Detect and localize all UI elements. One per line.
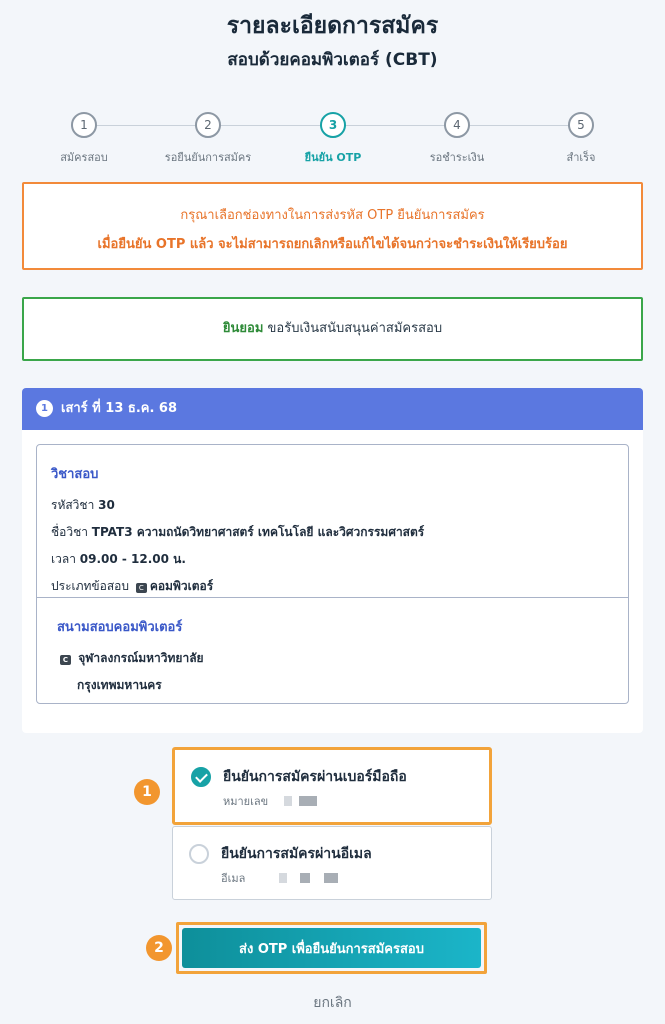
step-badge-2: 2: [146, 935, 172, 961]
step-circle: 2: [195, 112, 221, 138]
phone-number-label: หมายเลข: [223, 795, 269, 808]
consent-text: ขอรับเงินสนับสนุนค่าสมัครสอบ: [263, 321, 443, 336]
step-badge-1: 1: [134, 779, 160, 805]
computer-icon: C: [60, 655, 71, 665]
otp-option-phone-sub: [223, 792, 317, 810]
masked-value: [300, 873, 310, 883]
step-label: รอชำระเงิน: [429, 151, 485, 164]
page-subtitle: สอบด้วยคอมพิวเตอร์ (CBT): [227, 50, 438, 70]
subject-code-row: [51, 496, 628, 515]
masked-value: [324, 873, 338, 883]
step-3: [268, 112, 398, 166]
page-title: รายละเอียดการสมัคร: [226, 13, 439, 39]
subject-name-row: [51, 523, 628, 542]
venue-title: สนามสอบคอมพิวเตอร์: [57, 620, 183, 635]
subject-code: 30: [98, 498, 115, 512]
exam-time-row: [51, 550, 628, 569]
cancel-link[interactable]: ยกเลิก: [313, 995, 352, 1011]
subject-code-label: รหัสวิชา: [51, 498, 99, 512]
step-label: รอยืนยันการสมัคร: [164, 151, 252, 164]
step-4: [392, 112, 522, 166]
exam-time-label: เวลา: [51, 552, 80, 566]
venue-name: จุฬาลงกรณ์มหาวิทยาลัย: [78, 651, 204, 665]
step-circle: 1: [71, 112, 97, 138]
send-otp-highlight: [176, 922, 487, 974]
masked-value: [299, 796, 317, 806]
venue-section: [37, 598, 628, 695]
exam-time: 09.00 - 12.00 น.: [79, 552, 186, 566]
send-otp-button[interactable]: ส่ง OTP เพื่อยืนยันการสมัครสอบ: [182, 928, 481, 968]
radio-empty-icon[interactable]: [189, 844, 209, 864]
exam-date: เสาร์ ที่ 13 ธ.ค. 68: [61, 401, 178, 416]
step-label: ยืนยัน OTP: [304, 151, 362, 164]
exam-index-badge: 1: [36, 400, 53, 417]
check-circle-icon[interactable]: [191, 767, 211, 787]
exam-type-row: [51, 577, 628, 596]
step-circle: 5: [568, 112, 594, 138]
masked-value: [279, 873, 287, 883]
subject-section: [37, 445, 628, 598]
subject-name: TPAT3 ความถนัดวิทยาศาสตร์ เทคโนโลยี และวิศวกรรมศาสตร์: [91, 525, 425, 539]
step-circle: 3: [320, 112, 346, 138]
consent-box: [22, 297, 643, 361]
warning-line-2: เมื่อยืนยัน OTP แล้ว จะไม่สามารถยกเลิกหรือแก้ไขได้จนกว่าจะชำระเงินให้เรียบร้อย: [97, 237, 568, 252]
step-1: [19, 112, 149, 166]
otp-option-email-label: ยืนยันการสมัครผ่านอีเมล: [221, 846, 372, 862]
subject-title: วิชาสอบ: [51, 467, 99, 482]
otp-option-phone[interactable]: [172, 747, 492, 825]
computer-icon: C: [136, 583, 147, 593]
otp-option-phone-label: ยืนยันการสมัครผ่านเบอร์มือถือ: [223, 769, 407, 785]
step-5: [516, 112, 646, 166]
exam-card: [22, 388, 643, 733]
otp-option-email[interactable]: [172, 826, 492, 900]
masked-value: [284, 796, 292, 806]
consent-accept-label: ยินยอม: [222, 321, 264, 336]
venue-name-row: [57, 649, 628, 668]
step-label: สมัครสอบ: [60, 151, 108, 164]
step-circle: 4: [444, 112, 470, 138]
exam-type-label: ประเภทข้อสอบ: [51, 579, 133, 593]
email-label: อีเมล: [221, 872, 246, 885]
subject-name-label: ชื่อวิชา: [51, 525, 92, 539]
exam-type: คอมพิวเตอร์: [149, 579, 214, 593]
otp-option-email-sub: [221, 869, 338, 887]
exam-card-header: [22, 388, 643, 430]
venue-province: กรุงเทพมหานคร: [77, 678, 162, 692]
exam-details: [36, 444, 629, 704]
warning-line-1: กรุณาเลือกช่องทางในการส่งรหัส OTP ยืนยันการสมัคร: [180, 208, 485, 223]
step-label: สำเร็จ: [566, 151, 596, 164]
step-2: [143, 112, 273, 166]
otp-warning-box: [22, 182, 643, 270]
